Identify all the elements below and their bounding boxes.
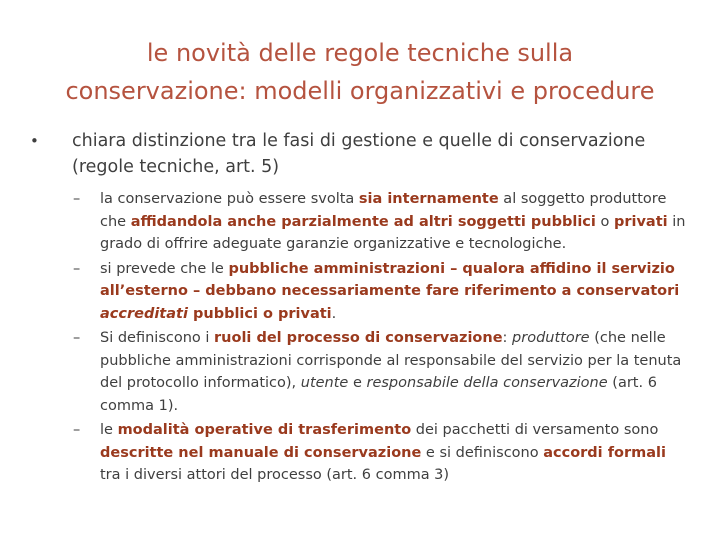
text-run: Si definiscono i [100,330,215,346]
highlighted-text-run: ruoli del processo di conservazione [214,330,503,346]
highlighted-text-run: affidandola anche parzialmente ad altri soggetti pubblici [130,213,596,230]
text-run: la conservazione può essere svolta [100,191,359,207]
highlighted-text-run: pubblici o privati [187,305,332,322]
text-run: dei pacchetti di versamento sono [411,422,659,438]
sub-bullet-text [100,327,688,417]
sub-bullet [73,327,688,417]
text-run: al soggetto produttore che [100,191,667,230]
main-bullet [28,128,688,180]
highlighted-text-run: utente [300,375,349,391]
slide-content [28,128,688,489]
sub-bullet-marker: – [73,260,81,277]
text-run: : [502,330,513,346]
sub-bullet-text [100,419,688,487]
sub-bullet-list [28,188,688,487]
sub-bullet [73,419,688,487]
sub-bullet [73,188,688,256]
text-run: e si definiscono [421,444,544,461]
highlighted-text-run: pubbliche amministrazioni – qualora affidino il servizio all’esterno – debbano necessariamente fare riferimento a conservatori [100,260,680,299]
highlighted-text-run: accreditati [100,305,188,322]
sub-bullet-marker: – [73,330,81,346]
sub-bullet-text [100,258,688,326]
highlighted-text-run: produttore [512,330,590,346]
slide-title-line-2: conservazione: modelli organizzativi e procedure [65,77,655,105]
sub-bullet-marker: – [73,191,81,207]
text-run: o [595,213,614,230]
highlighted-text-run: responsabile della conservazione [366,375,608,391]
sub-bullet [73,258,688,326]
highlighted-text-run: privati [613,213,668,230]
bullet-marker: • [30,132,39,150]
text-run: le [100,422,118,438]
text-run: (art. 6 comma 1). [100,375,657,414]
text-run: (che nelle pubbliche amministrazioni corrisponde al responsabile del servizio per la tenuta del protocollo informatico), [100,330,682,391]
sub-bullet-text [100,188,688,256]
text-run: in grado di offrire adeguate garanzie organizzative e tecnologiche. [100,213,686,252]
text-run: si prevede che le [100,260,229,277]
text-run: tra i diversi attori del processo (art. 6 comma 3) [100,467,450,483]
slide-title-line-1: le novità delle regole tecniche sulla [146,39,574,67]
slide-title [20,34,700,110]
highlighted-text-run: sia internamente [358,191,499,207]
highlighted-text-run: accordi formali [543,444,666,461]
highlighted-text-run: descritte nel manuale di conservazione [100,444,422,461]
main-bullet-text: chiara distinzione tra le fasi di gestione e quelle di conservazione (regole tecniche, art. 5) [72,131,646,177]
text-run: e [348,375,367,391]
highlighted-text-run: modalità operative di trasferimento [117,422,412,438]
sub-bullet-marker: – [73,422,81,438]
text-run: . [331,305,337,322]
